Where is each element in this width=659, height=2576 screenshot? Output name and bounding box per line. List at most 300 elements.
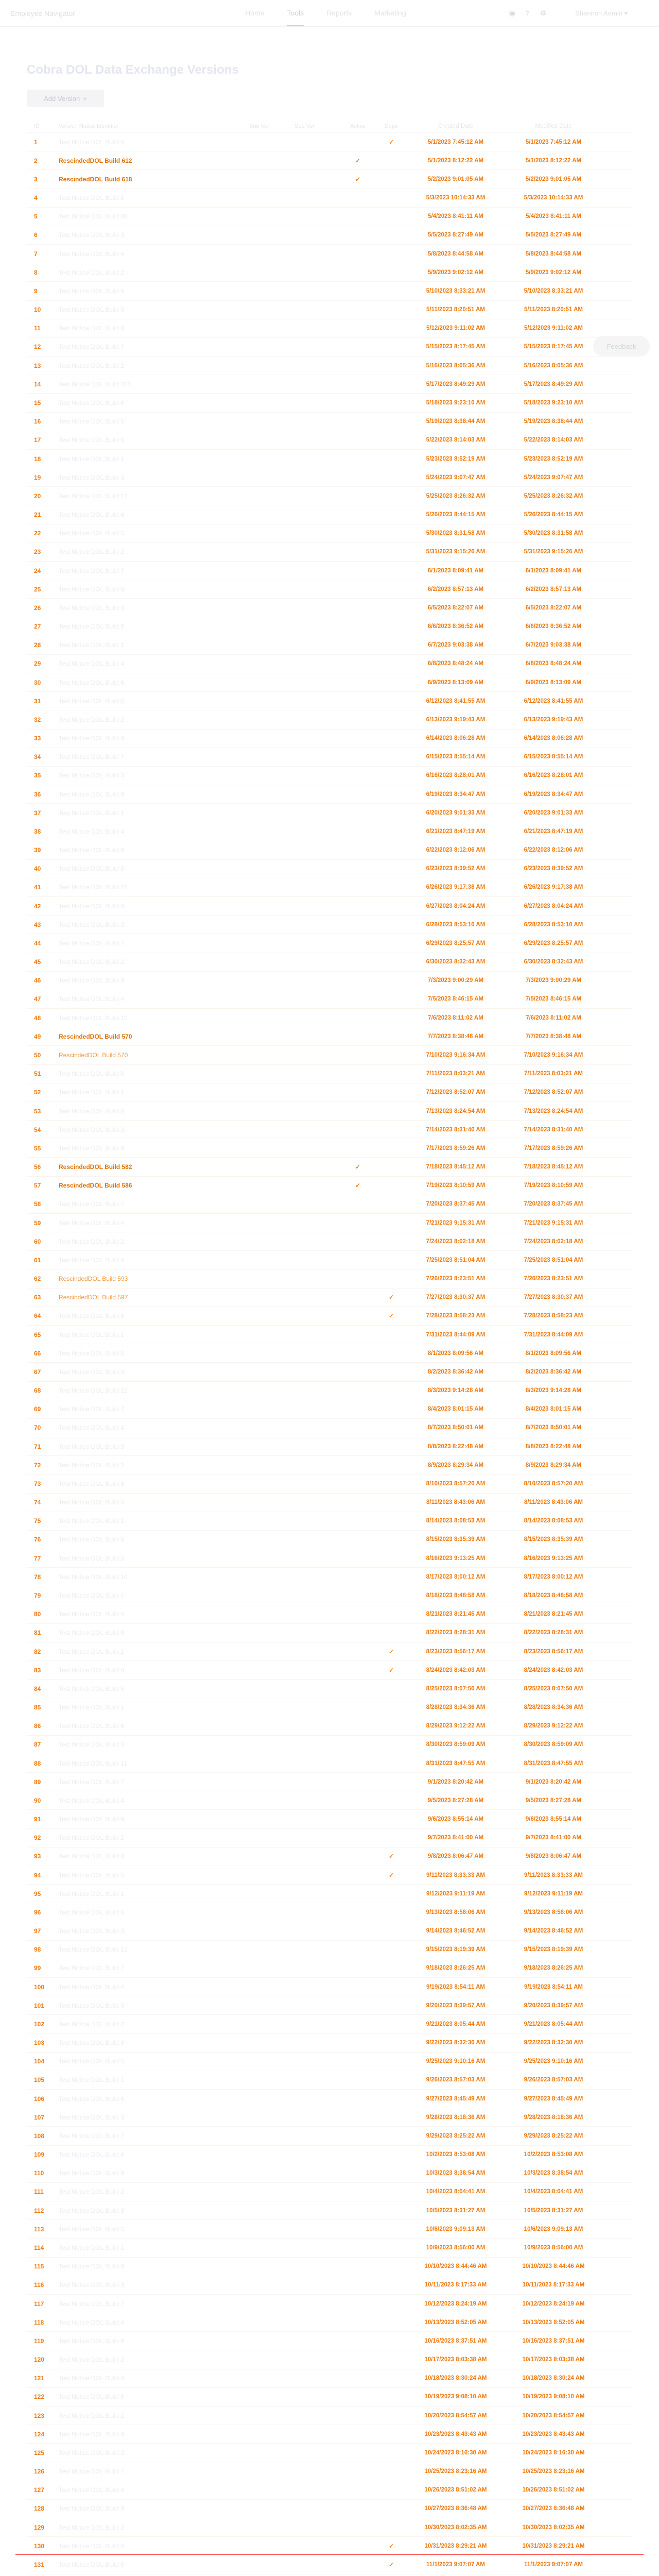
table-row[interactable] xyxy=(27,151,632,170)
row-name[interactable]: Test Notice DOL Build 7 xyxy=(59,753,124,761)
row-name[interactable]: Test Notice DOL Build 8 xyxy=(59,325,124,332)
row-name[interactable]: RescindedDOL Build 612 xyxy=(59,157,132,164)
row-name[interactable]: Test Notice DOL Build 2 xyxy=(59,1238,124,1245)
header-sub-ver-1[interactable]: Sub Ver xyxy=(249,123,270,129)
row-name[interactable]: Test Notice DOL Build 8 xyxy=(59,1256,124,1264)
row-name[interactable]: Test Notice DOL Build 5 xyxy=(59,1871,124,1879)
row-modified-date: 9/26/2023 8:57:03 AM xyxy=(524,2077,583,2083)
table-row[interactable] xyxy=(27,1195,632,1214)
row-name[interactable]: Test Notice DOL Build 6 xyxy=(59,679,124,686)
row-name[interactable]: Test Notice DOL Build 6 xyxy=(59,2095,124,2103)
row-name[interactable]: Test Notice DOL Build 5 xyxy=(59,2225,124,2233)
header-sub-ver-2[interactable]: Sub Ver xyxy=(294,123,315,129)
table-row[interactable] xyxy=(27,2183,632,2201)
table-row[interactable] xyxy=(27,2164,632,2183)
table-row[interactable] xyxy=(27,2090,632,2108)
table-row[interactable] xyxy=(27,990,632,1009)
bell-icon[interactable]: ◉ xyxy=(509,9,515,17)
row-name[interactable]: Test Notice DOL Build 1 xyxy=(59,809,124,817)
table-row[interactable] xyxy=(27,1996,632,2015)
row-name[interactable]: Test Notice DOL Build 5 xyxy=(59,2393,124,2401)
table-row[interactable] xyxy=(27,953,632,972)
table-row[interactable] xyxy=(27,580,632,599)
row-name[interactable]: Test Notice DOL Build 6 xyxy=(59,1349,124,1357)
row-name[interactable]: RescindedDOL Build 618 xyxy=(59,175,132,183)
row-name[interactable]: Test Notice DOL Build 6 xyxy=(59,287,124,295)
row-name[interactable]: Test Notice DOL Build 3 xyxy=(59,1554,124,1562)
table-row[interactable] xyxy=(27,394,632,412)
table-row[interactable] xyxy=(27,1456,632,1475)
row-name[interactable]: Test Notice DOL Build 8 xyxy=(59,585,124,593)
row-name[interactable]: Test Notice DOL Build 9 xyxy=(59,306,124,314)
table-row[interactable] xyxy=(27,375,632,394)
row-name[interactable]: Test Notice DOL Build 1 xyxy=(59,1890,124,1897)
table-row[interactable] xyxy=(27,1102,632,1121)
row-name[interactable]: Test Notice DOL Build 7 xyxy=(59,2132,124,2140)
table-row[interactable] xyxy=(27,934,632,953)
row-name[interactable]: Test Notice DOL Build 6 xyxy=(59,735,124,742)
table-row[interactable] xyxy=(27,1475,632,1493)
row-name[interactable]: Test Notice DOL Build 4 xyxy=(59,250,124,258)
table-row[interactable] xyxy=(27,2071,632,2090)
table-row[interactable] xyxy=(27,1214,632,1232)
table-row[interactable] xyxy=(27,2406,632,2425)
row-name[interactable]: Test Notice DOL Build 8 xyxy=(59,1480,124,1487)
row-name[interactable]: Test Notice DOL Build 4 xyxy=(59,2318,124,2326)
table-row[interactable] xyxy=(27,1419,632,1437)
row-name[interactable]: Test Notice DOL Build 11 xyxy=(59,1759,127,1767)
table-row[interactable] xyxy=(27,599,632,617)
table-row[interactable] xyxy=(27,2258,632,2276)
table-row[interactable] xyxy=(27,2201,632,2220)
row-name[interactable]: Test Notice DOL Build 700 xyxy=(59,380,131,388)
row-name[interactable]: Test Notice DOL Build 4 xyxy=(59,827,124,835)
table-row[interactable] xyxy=(27,1773,632,1791)
row-name[interactable]: RescindedDOL Build 582 xyxy=(59,1163,132,1171)
table-row[interactable] xyxy=(27,562,632,580)
row-name[interactable]: Test Notice DOL Build 3 xyxy=(59,772,124,779)
table-row[interactable] xyxy=(27,1158,632,1176)
table-row[interactable] xyxy=(27,1959,632,1978)
row-name[interactable]: Test Notice DOL Build 9 xyxy=(59,1629,124,1637)
table-row[interactable] xyxy=(27,2276,632,2295)
table-row[interactable] xyxy=(27,1605,632,1624)
table-row[interactable] xyxy=(27,2481,632,2500)
table-row[interactable] xyxy=(27,450,632,468)
header-name[interactable]: Version Notice Identifier xyxy=(59,123,119,129)
header-created[interactable]: Created Date xyxy=(438,123,474,129)
row-name[interactable]: Test Notice DOL Build 5 xyxy=(59,1685,124,1692)
row-name[interactable]: Test Notice DOL Build 6 xyxy=(59,902,124,910)
table-row[interactable] xyxy=(27,1791,632,1810)
row-name[interactable]: Test Notice DOL Build 12 xyxy=(59,1387,128,1395)
row-name[interactable]: Test Notice DOL Build 9 xyxy=(59,623,124,631)
row-created-date: 7/11/2023 8:03:21 AM xyxy=(426,1071,485,1077)
table-row[interactable] xyxy=(27,655,632,673)
table-row[interactable] xyxy=(27,1624,632,1642)
table-row[interactable] xyxy=(27,1121,632,1139)
table-row[interactable] xyxy=(27,2500,632,2518)
row-name[interactable]: Test Notice DOL Build 5 xyxy=(59,418,124,426)
row-name[interactable]: Test Notice DOL Build 8 xyxy=(59,2207,124,2214)
row-name[interactable]: Test Notice DOL Build 2 xyxy=(59,2356,124,2364)
row-name[interactable]: Test Notice DOL Build 7 xyxy=(59,567,124,574)
row-name[interactable]: Test Notice DOL Build 6 xyxy=(59,2430,124,2438)
row-name[interactable]: Test Notice DOL Build 8 xyxy=(59,2542,124,2550)
table-row[interactable] xyxy=(27,1065,632,1083)
table-row[interactable] xyxy=(27,1512,632,1531)
row-name[interactable]: Test Notice DOL Build 7 xyxy=(59,2300,124,2308)
row-name[interactable]: Test Notice DOL Build 6 xyxy=(59,138,124,146)
row-name[interactable]: Test Notice DOL Build 5 xyxy=(59,2058,124,2065)
row-modified-date: 10/5/2023 8:31:27 AM xyxy=(524,2207,583,2214)
row-name[interactable]: Test Notice DOL Build 9 xyxy=(59,2002,124,2009)
row-name[interactable]: Test Notice DOL Build 13 xyxy=(59,1946,128,1954)
row-modified-date: 5/16/2023 8:05:36 AM xyxy=(524,362,583,369)
row-name[interactable]: Test Notice DOL Build 3 xyxy=(59,1741,124,1749)
table-row[interactable] xyxy=(27,1922,632,1941)
table-row[interactable] xyxy=(27,878,632,897)
row-created-date: 5/19/2023 8:38:44 AM xyxy=(426,418,485,425)
row-name[interactable]: Test Notice DOL Build 9 xyxy=(59,1144,124,1152)
table-row[interactable] xyxy=(27,1307,632,1326)
row-name[interactable]: Test Notice DOL Build 9 xyxy=(59,1443,124,1450)
row-name[interactable]: Test Notice DOL Build 3 xyxy=(59,921,124,928)
row-name[interactable]: Test Notice DOL Build 1 xyxy=(59,455,124,463)
header-dupe[interactable]: Dupe xyxy=(384,123,398,129)
table-row[interactable] xyxy=(27,319,632,338)
row-created-date: 8/17/2023 8:00:12 AM xyxy=(426,1573,485,1580)
table-row[interactable] xyxy=(27,2053,632,2071)
table-row[interactable] xyxy=(27,2220,632,2239)
table-row[interactable] xyxy=(27,2350,632,2369)
table-row[interactable] xyxy=(27,1232,632,1251)
table-row[interactable] xyxy=(27,1568,632,1586)
row-name[interactable]: Test Notice DOL Build 6 xyxy=(59,2263,124,2270)
row-name[interactable]: Test Notice DOL Build 1 xyxy=(59,1331,124,1338)
table-row[interactable] xyxy=(27,208,632,226)
table-row[interactable] xyxy=(27,2146,632,2164)
table-row[interactable] xyxy=(27,2369,632,2388)
table-row[interactable] xyxy=(27,785,632,804)
table-row[interactable] xyxy=(27,1437,632,1456)
table-row[interactable] xyxy=(27,1027,632,1046)
row-created-date: 5/3/2023 10:14:33 AM xyxy=(426,195,485,201)
table-row[interactable] xyxy=(27,767,632,785)
row-name[interactable]: Test Notice DOL Build 3 xyxy=(59,1126,124,1133)
table-row[interactable] xyxy=(27,1083,632,1102)
table-row[interactable] xyxy=(27,804,632,822)
table-row[interactable] xyxy=(27,2295,632,2313)
row-id: 39 xyxy=(34,846,41,854)
help-icon[interactable]: ? xyxy=(525,9,530,17)
row-name[interactable]: Test Notice DOL Build 5 xyxy=(59,1499,124,1506)
row-name[interactable]: Test Notice DOL Build 5 xyxy=(59,2561,124,2568)
row-name[interactable]: Test Notice DOL Build 2 xyxy=(59,268,124,276)
table-row[interactable] xyxy=(27,897,632,916)
row-name[interactable]: Test Notice DOL Build 1 xyxy=(59,2076,124,2084)
row-name[interactable]: Test Notice DOL Build 10 xyxy=(59,1573,128,1581)
row-created-date: 5/17/2023 8:49:29 AM xyxy=(426,381,485,387)
row-name[interactable]: Test Notice DOL Build 7 xyxy=(59,1964,124,1972)
table-row[interactable] xyxy=(27,673,632,692)
row-name[interactable]: Test Notice DOL Build 1 xyxy=(59,1089,124,1096)
row-modified-date: 7/10/2023 9:16:34 AM xyxy=(524,1052,583,1058)
row-name[interactable]: Test Notice DOL Build 5 xyxy=(59,530,124,537)
table-row[interactable] xyxy=(27,2108,632,2127)
row-name[interactable]: Test Notice DOL Build 3 xyxy=(59,2449,124,2456)
table-row[interactable] xyxy=(27,1549,632,1568)
table-row[interactable] xyxy=(27,860,632,878)
header-active[interactable]: Active xyxy=(350,123,366,129)
row-name[interactable]: Test Notice DOL Build 6 xyxy=(59,1536,124,1544)
row-name[interactable]: Test Notice DOL Build 9 xyxy=(59,2337,124,2345)
row-name[interactable]: Test Notice DOL Build 2 xyxy=(59,2523,124,2531)
row-created-date: 9/12/2023 9:11:19 AM xyxy=(426,1890,485,1897)
table-row[interactable] xyxy=(27,2425,632,2444)
table-row[interactable] xyxy=(27,730,632,748)
table-row[interactable] xyxy=(27,505,632,524)
table-row[interactable] xyxy=(27,2015,632,2033)
table-row[interactable] xyxy=(27,2127,632,2145)
row-name[interactable]: Test Notice DOL Build 7 xyxy=(59,1778,124,1786)
table-row[interactable] xyxy=(27,2444,632,2462)
row-name[interactable]: Test Notice DOL Build 7 xyxy=(59,939,124,947)
table-row[interactable] xyxy=(27,916,632,934)
table-row[interactable] xyxy=(27,822,632,841)
table-row[interactable] xyxy=(27,2537,632,2555)
row-name[interactable]: Test Notice DOL Build 8 xyxy=(59,2375,124,2382)
row-name[interactable]: Test Notice DOL Build 8 xyxy=(59,977,124,985)
table-row[interactable] xyxy=(27,2388,632,2406)
table-row[interactable] xyxy=(27,1494,632,1512)
row-name[interactable]: Test Notice DOL Build 4 xyxy=(59,1983,124,1991)
table-row[interactable] xyxy=(27,1810,632,1828)
table-row[interactable] xyxy=(27,2239,632,2257)
row-name[interactable]: RescindedDOL Build 586 xyxy=(59,1182,132,1190)
table-row[interactable] xyxy=(27,692,632,710)
row-name[interactable]: Test Notice DOL Build 2 xyxy=(59,2188,124,2196)
row-name[interactable]: Test Notice DOL Build 8 xyxy=(59,1666,124,1674)
table-row[interactable] xyxy=(27,487,632,505)
row-name[interactable]: Test Notice DOL Build 4 xyxy=(59,2486,124,2494)
table-row[interactable] xyxy=(27,1586,632,1605)
table-row[interactable] xyxy=(27,2313,632,2332)
feedback-button[interactable]: Feedback xyxy=(593,336,650,357)
row-name[interactable]: Test Notice DOL Build 4 xyxy=(59,1219,124,1227)
nav-link-marketing[interactable]: Marketing xyxy=(374,8,406,17)
table-row[interactable] xyxy=(27,1009,632,1027)
row-name[interactable]: Test Notice DOL Build 7 xyxy=(59,343,124,351)
table-row[interactable] xyxy=(27,1941,632,1959)
row-name[interactable]: Test Notice DOL Build 6 xyxy=(59,436,124,444)
table-row[interactable] xyxy=(27,1289,632,1307)
table-row[interactable] xyxy=(27,2518,632,2537)
row-name[interactable]: Test Notice DOL Build 2 xyxy=(59,716,124,723)
row-name[interactable]: Test Notice DOL Build 3 xyxy=(59,1368,124,1376)
table-row[interactable] xyxy=(27,1400,632,1419)
table-row[interactable] xyxy=(27,431,632,450)
row-name[interactable]: Test Notice DOL Build 4 xyxy=(59,1424,124,1432)
table-row[interactable] xyxy=(27,2462,632,2481)
header-id[interactable]: ID xyxy=(34,123,40,129)
table-row[interactable] xyxy=(27,1269,632,1288)
add-version-button[interactable] xyxy=(27,90,104,107)
row-name[interactable]: Test Notice DOL Build 12 xyxy=(59,492,128,500)
nav-link-tools[interactable]: Tools xyxy=(287,1,304,26)
row-name[interactable]: Test Notice DOL Build 9 xyxy=(59,2170,124,2177)
table-row[interactable] xyxy=(27,245,632,263)
row-id: 75 xyxy=(34,1517,41,1525)
row-modified-date: 9/1/2023 8:20:42 AM xyxy=(525,1778,582,1785)
table-row[interactable] xyxy=(27,524,632,543)
table-row[interactable] xyxy=(27,1848,632,1866)
table-row[interactable] xyxy=(27,301,632,319)
row-name[interactable]: Test Notice DOL Build 4 xyxy=(59,660,124,668)
row-name[interactable]: Test Notice DOL Build 2 xyxy=(59,2020,124,2028)
row-name[interactable]: Test Notice DOL Build 5 xyxy=(59,194,124,202)
table-row[interactable] xyxy=(27,1698,632,1717)
row-name[interactable]: Test Notice DOL Build 6 xyxy=(59,1107,124,1115)
brand-logo[interactable]: Employee Navigator xyxy=(10,9,76,18)
row-name[interactable]: Test Notice DOL Build 3 xyxy=(59,2113,124,2121)
table-row[interactable] xyxy=(27,1251,632,1269)
table-row[interactable] xyxy=(27,133,632,151)
row-name[interactable]: Test Notice DOL Build 4 xyxy=(59,1611,124,1618)
row-name[interactable]: Test Notice DOL Build 6 xyxy=(59,1722,124,1730)
header-modified[interactable]: Modified Date xyxy=(535,123,572,129)
table-row[interactable] xyxy=(27,2332,632,2350)
table-row[interactable] xyxy=(27,1177,632,1195)
row-name[interactable]: Test Notice DOL Build 9 xyxy=(59,2505,124,2513)
table-row[interactable] xyxy=(27,1326,632,1344)
table-row[interactable] xyxy=(27,468,632,487)
row-name[interactable]: Test Notice DOL Build 3 xyxy=(59,1927,124,1935)
nav-link-home[interactable]: Home xyxy=(245,8,265,17)
table-row[interactable] xyxy=(27,1680,632,1698)
row-name[interactable]: Test Notice DOL Build 7 xyxy=(59,1405,124,1413)
versions-table xyxy=(27,120,632,2576)
table-row[interactable] xyxy=(27,710,632,729)
table-row[interactable] xyxy=(27,617,632,636)
row-modified-date: 10/11/2023 8:17:33 AM xyxy=(522,2282,585,2289)
row-name[interactable]: Test Notice DOL Build 2 xyxy=(59,1461,124,1469)
table-row[interactable] xyxy=(27,1661,632,1680)
row-name[interactable]: Test Notice DOL Build 2 xyxy=(59,958,124,966)
table-row[interactable] xyxy=(27,282,632,300)
row-name[interactable]: Test Notice DOL Build 6 xyxy=(59,1908,124,1916)
row-name[interactable]: Test Notice DOL Build 7 xyxy=(59,1200,124,1208)
row-name[interactable]: Test Notice DOL Build 8 xyxy=(59,790,124,798)
table-row[interactable] xyxy=(27,1531,632,1549)
table-row[interactable] xyxy=(27,1344,632,1363)
table-row[interactable] xyxy=(27,1978,632,1996)
row-created-date: 7/18/2023 8:45:12 AM xyxy=(426,1164,485,1171)
row-name[interactable]: Test Notice DOL Build 1 xyxy=(59,2412,124,2419)
row-id: 100 xyxy=(34,1983,45,1991)
row-name[interactable]: Test Notice DOL Build 5 xyxy=(59,1070,124,1078)
table-row[interactable] xyxy=(27,170,632,189)
row-name[interactable]: Test Notice DOL Build 4 xyxy=(59,2151,124,2159)
user-menu[interactable] xyxy=(575,9,628,18)
row-name[interactable]: Test Notice DOL Build 4 xyxy=(59,399,124,406)
row-name[interactable]: Test Notice DOL Build 1 xyxy=(59,2244,124,2251)
row-name[interactable]: Test Notice DOL Build 2 xyxy=(59,1648,124,1655)
table-row[interactable] xyxy=(27,2555,632,2574)
row-name[interactable]: Test Notice DOL Build 3 xyxy=(59,2281,124,2289)
row-name[interactable]: Test Notice DOL Build 2 xyxy=(59,1834,124,1842)
row-name[interactable]: Test Notice DOL Build 5 xyxy=(59,865,124,873)
row-name[interactable]: Test Notice DOL Build 7 xyxy=(59,2468,124,2476)
table-row[interactable] xyxy=(27,1046,632,1064)
row-name[interactable]: Test Notice DOL Build 1 xyxy=(59,1517,124,1525)
table-row[interactable] xyxy=(27,1642,632,1661)
row-name[interactable]: Test Notice DOL Build 5 xyxy=(59,697,124,705)
row-name[interactable]: Test Notice DOL Build 8 xyxy=(59,2039,124,2047)
row-name[interactable]: RescindedDOL Build 593 xyxy=(59,1275,128,1283)
table-row[interactable] xyxy=(27,2574,632,2576)
row-name[interactable]: Test Notice DOL Build 9 xyxy=(59,846,124,854)
table-row[interactable] xyxy=(27,357,632,375)
row-name[interactable]: Test Notice DOL Build 2 xyxy=(59,362,124,369)
row-name[interactable]: Test Notice DOL Build 3 xyxy=(59,473,124,481)
table-row[interactable] xyxy=(27,1829,632,1848)
row-name[interactable]: Test Notice DOL Build 2 xyxy=(59,548,124,556)
table-row[interactable] xyxy=(27,1382,632,1400)
table-row[interactable] xyxy=(27,841,632,860)
row-name[interactable]: Test Notice DOL Build 22 xyxy=(59,884,128,891)
table-row[interactable] xyxy=(27,226,632,245)
table-row[interactable] xyxy=(27,2034,632,2053)
gear-icon[interactable]: ⚙ xyxy=(540,9,547,17)
row-name[interactable]: Test Notice DOL Build 10 xyxy=(59,1014,128,1022)
row-name[interactable]: Test Notice DOL Build 3 xyxy=(59,604,124,612)
nav-link-reports[interactable]: Reports xyxy=(326,8,352,17)
table-row[interactable] xyxy=(27,1363,632,1381)
table-row[interactable] xyxy=(27,1754,632,1773)
table-row[interactable] xyxy=(27,189,632,208)
table-row[interactable] xyxy=(27,1885,632,1903)
row-name[interactable]: Test Notice DOL Build 4 xyxy=(59,995,124,1003)
row-name[interactable]: Test Notice DOL Build 8 xyxy=(59,1853,124,1860)
table-row[interactable] xyxy=(27,338,632,357)
row-id: 64 xyxy=(34,1312,41,1320)
row-name[interactable]: RescindedDOL Build 570 xyxy=(59,1032,132,1040)
table-row[interactable] xyxy=(27,413,632,431)
row-name[interactable]: RescindedDOL Build 570 xyxy=(59,1052,128,1059)
row-name[interactable]: Test Notice DOL Build 9 xyxy=(59,1816,124,1823)
table-row[interactable] xyxy=(27,543,632,562)
row-name[interactable]: Test Notice DOL Build 4 xyxy=(59,1797,124,1804)
row-name[interactable]: Test Notice DOL Build 1 xyxy=(59,1704,124,1711)
row-name[interactable]: Test Notice DOL Build 5 xyxy=(59,1312,124,1320)
table-row[interactable] xyxy=(27,748,632,767)
row-name[interactable]: Test Notice DOL Build 7 xyxy=(59,1591,124,1599)
table-row[interactable] xyxy=(27,972,632,990)
table-row[interactable] xyxy=(27,636,632,655)
table-row[interactable] xyxy=(27,1139,632,1158)
row-name[interactable]: Test Notice DOL Build 4 xyxy=(59,511,124,519)
row-name[interactable]: Test Notice DOL Build 3 xyxy=(59,231,124,239)
table-row[interactable] xyxy=(27,1717,632,1736)
table-row[interactable] xyxy=(27,1736,632,1754)
table-row[interactable] xyxy=(27,263,632,282)
row-name[interactable]: RescindedDOL Build 597 xyxy=(59,1294,128,1301)
row-name[interactable]: Test Notice DOL Build 1 xyxy=(59,641,124,649)
table-row[interactable] xyxy=(27,1903,632,1922)
table-row[interactable] xyxy=(27,1866,632,1885)
row-name[interactable]: Test Notice DOL Build 88 xyxy=(59,213,128,221)
